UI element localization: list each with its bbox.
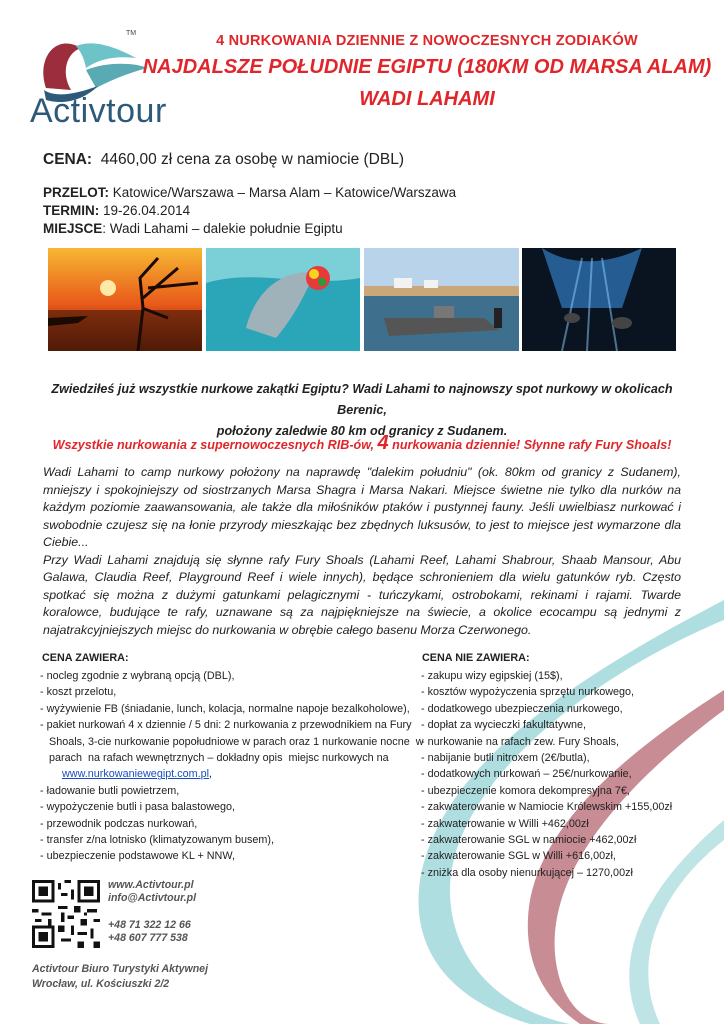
highlight-before: Wszystkie nurkowania z supernowoczesnych RIB-ów, (52, 438, 378, 452)
header-line-1: 4 NURKOWANIA DZIENNIE Z NOWOCZESNYCH ZODIAKÓW (216, 33, 638, 49)
intro-line-1: Zwiedziłeś już wszystkie nurkowe zakątki Egiptu? Wadi Lahami to najnowszy spot nurkowy w okolicach Berenic, (51, 382, 673, 417)
agency-address: Wrocław, ul. Kościuszki 2/2 (32, 978, 170, 990)
description-paragraph-2: Przy Wadi Lahami znajdują się słynne rafy Fury Shoals (Lahami Reef, Lahami Shabrour, Shaab Mansour, Abu Galawa, Claudia Reef, Playground Reef i wiele innych), będące schronieniem dla wielu gatunków ryb. Często spotkać się można z dużymi gatunkami pelagicznymi - tuńczykami, ostrobokami, rekinami i rajami. Twarde koralowce, budujące te rafy, uznawane są za najpiękniejsze na świecie, a okolice ecocampu są jednymi z najatrakcyjniejszych miejsc do nurkowania w obrębie całego basenu Morza Czerwonego. (43, 552, 681, 637)
includes-item: - ubezpieczenie podstawowe KL + NNW, (40, 850, 235, 863)
includes-item: - wypożyczenie butli i pasa balastowego, (40, 801, 236, 814)
excludes-item: - zakwaterowanie w Namiocie Królewskim +155,00zł (421, 801, 673, 814)
excludes-item: - ubezpieczenie komora dekompresyjna 7€, (421, 784, 630, 797)
footer-email[interactable]: info@Activtour.pl (108, 892, 197, 904)
price-line (43, 151, 404, 169)
term-value: 19-26.04.2014 (103, 203, 191, 218)
logo-text: Activtour (30, 92, 167, 130)
footer-phone-2: +48 607 777 538 (108, 932, 188, 944)
agency-name: Activtour Biuro Turystyki Aktywnej (32, 963, 209, 975)
intro-line-2: położony zaledwie 80 km od granicy z Sudanem. (216, 424, 508, 438)
header-line-2: NAJDALSZE POŁUDNIE EGIPTU (180KM OD MARSA ALAM) (142, 56, 712, 78)
excludes-item: - nabijanie butli nitroxem (2€/butla), (421, 752, 590, 765)
footer-website[interactable]: www.Activtour.pl (108, 879, 194, 891)
term-label: TERMIN: (43, 203, 100, 218)
excludes-list (421, 668, 672, 881)
excludes-title: CENA NIE ZAWIERA: (422, 652, 530, 664)
cave-diving-photo (522, 248, 676, 351)
highlight-text (30, 432, 694, 455)
includes-item: - wyżywienie FB (śniadanie, lunch, kolacja, normalne napoje bezalkoholowe), (40, 702, 410, 715)
flight-info (43, 185, 456, 200)
dive-sites-link[interactable]: www.nurkowaniewegipt.com.pl (62, 768, 210, 781)
highlight-after: nurkowania dziennie! Słynne rafy Fury Shoals! (388, 438, 672, 452)
excludes-item: - dopłat za wycieczki fakultatywne, (421, 719, 587, 732)
sunset-photo (48, 248, 202, 351)
includes-link-item (40, 766, 424, 782)
includes-item: parach na rafach wewnętrznych – dokładny opis miejsc nurkowych na (40, 752, 389, 765)
flight-label: PRZELOT: (43, 185, 109, 200)
flight-value: Katowice/Warszawa – Marsa Alam – Katowice/Warszawa (112, 185, 457, 200)
place-value: : Wadi Lahami – dalekie południe Egiptu (102, 221, 343, 236)
includes-item: - nocleg zgodnie z wybraną opcją (DBL), (40, 670, 235, 682)
price-value: 4460,00 zł cena za osobę w namiocie (DBL) (100, 151, 404, 168)
link-suffix: , (209, 768, 213, 781)
excludes-item: - zakwaterowanie SGL w namiocie +462,00zł (421, 834, 637, 847)
excludes-item: - zakupu wizy egipskiej (15$), (421, 670, 563, 682)
includes-list (40, 668, 424, 865)
excludes-item: - kosztów wypożyczenia sprzętu nurkowego, (421, 686, 635, 699)
includes-item: - ładowanie butli powietrzem, (40, 784, 180, 797)
description-paragraph-1: Wadi Lahami to camp nurkowy położony na naprawdę "dalekim południu" (ok. 80km od granicy z Sudanem), mniejszy i spokojniejszy od siostrzanych Marsa Shagra i Marsa Nakari. Miejsce świetne nie tylko dla nurków na każdym poziomie zaawansowania, ale także dla miłośników ptaków i pustynnej fauny. Jeśli uwielbiasz nurkować i swobodnie czujesz się na łonie przyrody mieszkając bez zbędnych luksusów, to jest to miejsce jest wymarzone dla Ciebie... (43, 465, 681, 549)
includes-item: - pakiet nurkowań 4 x dziennie / 5 dni: 2 nurkowania z przewodnikiem na Fury (40, 719, 412, 732)
footer-phone-1: +48 71 322 12 66 (108, 919, 191, 931)
includes-item: - transfer z/na lotnisko (klimatyzowanym busem), (40, 834, 275, 847)
footer-agency (32, 962, 208, 992)
includes-title: CENA ZAWIERA: (42, 652, 129, 664)
excludes-item: - zakwaterowanie SGL w Willi +616,00zł, (421, 850, 616, 863)
includes-item: - koszt przelotu, (40, 686, 117, 699)
dolphin-photo (206, 248, 360, 351)
term-info (43, 203, 190, 218)
qr-code (32, 880, 100, 948)
excludes-item: - nurkowanie na rafach zew. Fury Shoals, (421, 735, 620, 748)
excludes-item: - zniżka dla osoby nienurkującej – 1270,00zł (421, 866, 633, 879)
excludes-item: - zakwaterowanie w Willi +462,00zł (421, 817, 589, 830)
price-label: CENA: (43, 151, 93, 168)
includes-item: - przewodnik podczas nurkowań, (40, 817, 198, 830)
boat-photo (364, 248, 519, 351)
place-label: MIEJSCE (43, 221, 103, 236)
description (43, 464, 681, 639)
place-info (43, 221, 343, 236)
excludes-item: - dodatkowego ubezpieczenia nurkowego, (421, 702, 623, 715)
excludes-item: - dodatkowych nurkowań – 25€/nurkowanie, (421, 768, 632, 781)
footer-contact (108, 879, 196, 945)
includes-item: Shoals, 3-cie nurkowanie popołudniowe w parach oraz 1 nurkowanie nocne w (40, 735, 424, 748)
trademark-mark: TM (126, 30, 137, 37)
header-title: WADI LAHAMI (359, 88, 495, 110)
highlight-number: 4 (377, 432, 389, 454)
